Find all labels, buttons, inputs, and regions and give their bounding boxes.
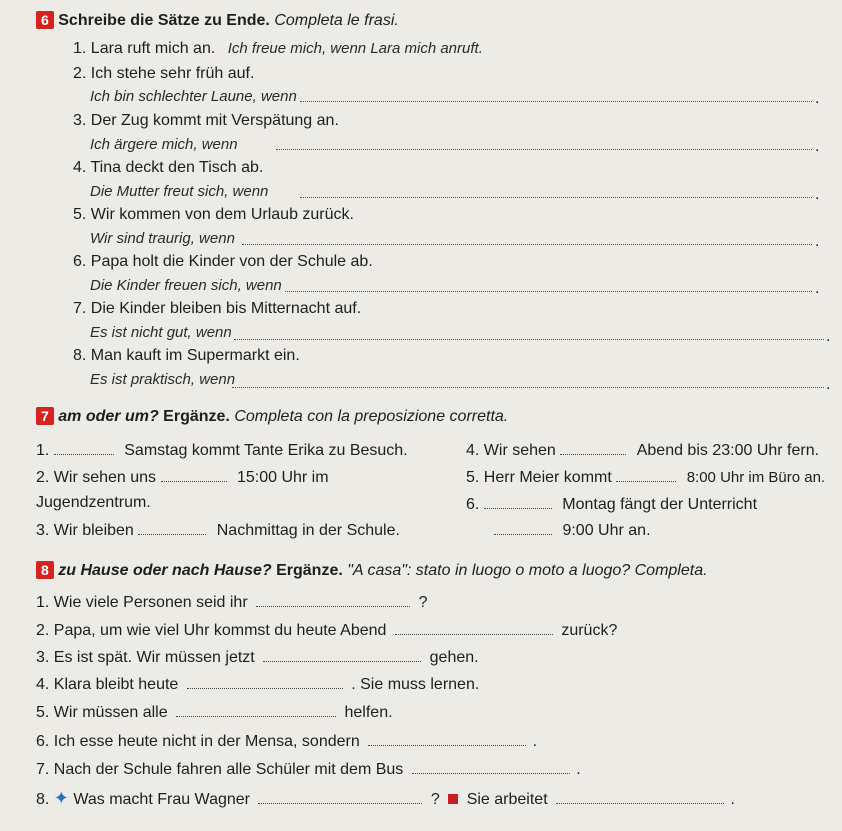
ex7-item-5-blank[interactable]	[616, 467, 676, 482]
ex6-item-4-hint: Die Mutter freut sich, wenn	[90, 183, 269, 200]
ex6-item-7-prompt: 7. Die Kinder bleiben bis Mitternacht auf.	[73, 300, 362, 317]
ex7-item-2: 2. Wir sehen uns 15:00 Uhr im	[36, 469, 329, 486]
ex7-item-6-blank-2[interactable]	[494, 520, 552, 535]
ex8-item-8: 8. ✦ Was macht Frau Wagner ? Sie arbeitet .	[36, 788, 735, 808]
ex6-item-3-hint: Ich ärgere mich, wenn	[90, 136, 238, 153]
ex8-item-4: 4. Klara bleibt heute . Sie muss lernen.	[36, 676, 480, 693]
ex6-item-1-prompt: 1. Lara ruft mich an.	[73, 40, 216, 57]
ex8-item-7-blank[interactable]	[412, 759, 570, 774]
ex8-item-5-blank[interactable]	[176, 702, 336, 717]
ex6-item-2-answer-line[interactable]	[300, 101, 812, 102]
ex6-item-7-hint: Es ist nicht gut, wenn	[90, 324, 232, 341]
exercise-7-title: Ergänze.	[163, 408, 230, 425]
ex8-item-2: 2. Papa, um wie viel Uhr kommst du heute Abend zurück?	[36, 622, 618, 639]
exercise-8-title-pre: zu Hause oder nach Hause?	[58, 562, 272, 579]
exercise-8-subtitle: "A casa": stato in luogo o moto a luogo? Completa.	[347, 562, 708, 579]
exercise-7-subtitle: Completa con la preposizione corretta.	[234, 408, 509, 425]
exercise-6-title: Schreibe die Sätze zu Ende.	[58, 12, 270, 29]
ex6-item-4-answer-line[interactable]	[300, 197, 812, 198]
ex8-item-5: 5. Wir müssen alle helfen.	[36, 704, 393, 721]
worksheet-page: 6 Schreibe die Sätze zu Ende. Completa le frasi. 1. Lara ruft mich an. Ich freue mich, wenn Lara mich anruft. 2. Ich stehe sehr früh auf. Ich bin schlechter Laune, wenn . 3. Der Zug kommt mit Verspätung an. Ich ärgere mich, wenn . 4. Tina deckt den Tisch ab. Die Mutter freut sich, wenn . 5. Wir kommen von dem Urlaub zurück. Wir sind traurig, wenn . 6. Papa holt die Kinder von der Schule ab. Die Kinder freuen sich, wenn . 7. Die Kinder bleiben bis Mitternacht auf. Es ist nicht gut, wenn . 8. Man kauft im Supermarkt ein. Es ist praktisch, wenn . 7 am oder um? Ergänze. Completa con la preposizione corretta. 1. Samstag kommt Tante Erika zu Besuch. 2. Wir sehen uns 15:00 Uhr im Jugendzentrum. 3. Wir bleiben Nachmittag in der Schule. 4. Wir sehen Abend bis 23:00 Uhr fern. 5. Herr Meier kommt 8:00 Uhr im Büro an. 6. Montag fängt der Unterricht 9:00 Uhr an. 8 zu Hause oder nach Hause? Ergänze. "A casa": stato in luogo o moto a luogo? Completa. 1. Wie viele Personen seid ihr ? 2. Papa, um wie viel Uhr kommst du heute Abend zurück? 3. Es ist spät. Wir müssen jetzt gehen. 4. Klara bleibt heute . Sie muss lernen. 5. Wir müssen alle helfen. 6. Ich esse heute nicht in der Mensa, sondern . 7. Nach der Schule fahren alle Schüler mit dem Bus . 8. ✦ Was macht Frau Wagner ? Sie arbeitet .	[36, 12, 831, 808]
exercise-8-header	[36, 561, 708, 580]
exercise-6-badge: 6	[36, 11, 54, 29]
ex6-item-3-answer-line[interactable]	[276, 149, 812, 150]
exercise-7-header	[36, 407, 508, 426]
ex8-item-3: 3. Es ist spät. Wir müssen jetzt gehen.	[36, 649, 479, 666]
ex6-item-8-prompt: 8. Man kauft im Supermarkt ein.	[73, 347, 300, 364]
exercise-8-badge: 8	[36, 561, 54, 579]
exercise-6-subtitle: Completa le frasi.	[274, 12, 399, 29]
ex6-item-1-answer: Ich freue mich, wenn Lara mich anruft.	[227, 40, 483, 57]
square-icon	[448, 794, 458, 804]
ex8-item-4-blank[interactable]	[187, 674, 343, 689]
exercise-8-title: Ergänze.	[276, 562, 343, 579]
ex8-item-7: 7. Nach der Schule fahren alle Schüler mit dem Bus .	[36, 761, 581, 778]
ex6-item-5-prompt: 5. Wir kommen von dem Urlaub zurück.	[73, 206, 354, 223]
ex7-item-2-blank-1[interactable]	[161, 467, 227, 482]
ex6-item-5-answer-line[interactable]	[242, 244, 812, 245]
star-icon: ✦	[53, 788, 69, 808]
ex7-item-6-cont: 9:00 Uhr an.	[494, 520, 651, 540]
ex6-item-5-hint: Wir sind traurig, wenn	[90, 230, 235, 247]
ex8-item-6: 6. Ich esse heute nicht in der Mensa, sondern .	[36, 733, 538, 750]
ex7-item-2-cont: Jugendzentrum.	[36, 494, 151, 511]
ex6-item-6-answer-line[interactable]	[285, 291, 812, 292]
ex7-item-1-blank[interactable]	[54, 440, 114, 455]
ex8-item-8-blank-1[interactable]	[258, 789, 422, 804]
ex7-item-3-blank[interactable]	[138, 520, 206, 535]
ex6-item-2-hint: Ich bin schlechter Laune, wenn	[90, 88, 297, 105]
ex7-item-4: 4. Wir sehen Abend bis 23:00 Uhr fern.	[466, 442, 820, 459]
exercise-7-title-pre: am oder um?	[58, 408, 159, 425]
ex6-item-3-prompt: 3. Der Zug kommt mit Verspätung an.	[73, 112, 339, 129]
exercise-6-header	[36, 11, 399, 30]
ex8-item-3-blank[interactable]	[263, 647, 421, 662]
ex8-item-2-blank[interactable]	[395, 620, 553, 635]
ex6-item-8-answer-line[interactable]	[232, 387, 824, 388]
ex8-item-1: 1. Wie viele Personen seid ihr ?	[36, 594, 428, 611]
ex7-item-6-blank-1[interactable]	[484, 494, 552, 509]
ex8-item-6-blank[interactable]	[368, 731, 526, 746]
ex6-item-1	[73, 40, 483, 58]
ex8-item-8-blank-2[interactable]	[556, 789, 724, 804]
ex8-item-1-blank[interactable]	[256, 592, 410, 607]
ex7-item-1: 1. Samstag kommt Tante Erika zu Besuch.	[36, 442, 408, 459]
exercise-7-badge: 7	[36, 407, 54, 425]
ex7-item-3: 3. Wir bleiben Nachmittag in der Schule.	[36, 522, 400, 539]
ex6-item-8-hint: Es ist praktisch, wenn	[90, 371, 236, 388]
ex6-item-7-answer-line[interactable]	[234, 339, 824, 340]
ex7-item-5: 5. Herr Meier kommt 8:00 Uhr im Büro an.	[466, 469, 826, 486]
ex6-item-6-hint: Die Kinder freuen sich, wenn	[90, 277, 282, 294]
ex6-item-6-prompt: 6. Papa holt die Kinder von der Schule ab.	[73, 253, 373, 270]
ex7-item-6: 6. Montag fängt der Unterricht	[466, 496, 758, 513]
ex6-item-4-prompt: 4. Tina deckt den Tisch ab.	[73, 159, 264, 176]
ex7-item-4-blank[interactable]	[560, 440, 626, 455]
ex6-item-2-prompt: 2. Ich stehe sehr früh auf.	[73, 65, 255, 82]
